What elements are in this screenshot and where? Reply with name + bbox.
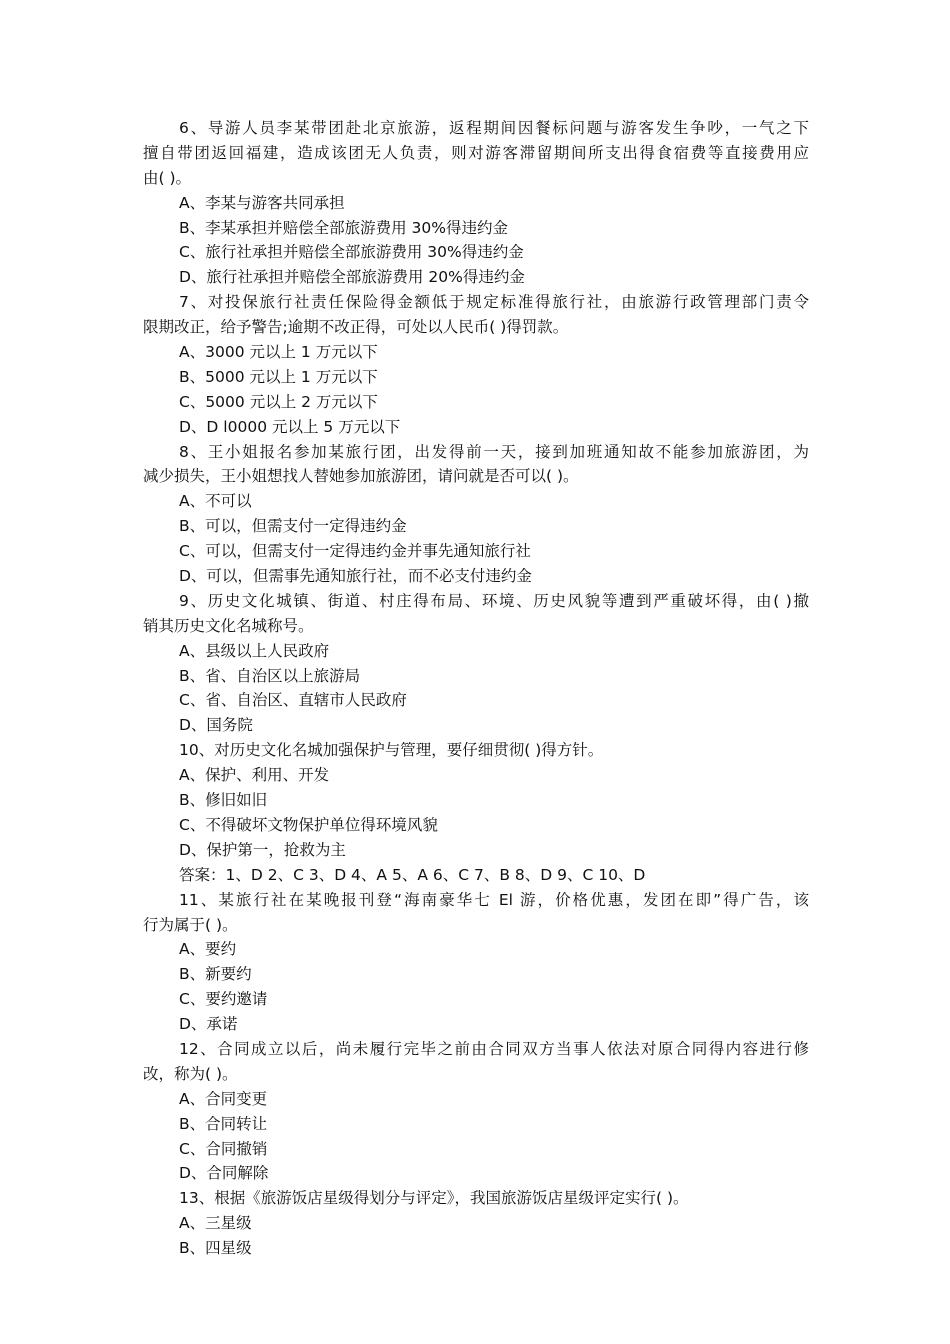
option-d: D、可以，但需事先通知旅行社，而不必支付违约金 bbox=[179, 567, 532, 586]
option-b: B、修旧如旧 bbox=[179, 791, 268, 810]
option-c: C、可以，但需支付一定得违约金并事先通知旅行社 bbox=[179, 542, 531, 561]
question-stem-line: 擅自带团返回福建，造成该团无人负责，则对游客滞留期间所支出得食宿费等直接费用应 bbox=[143, 143, 809, 162]
question-stem-line: 6、导游人员李某带团赴北京旅游，返程期间因餐标问题与游客发生争吵，一气之下 bbox=[179, 119, 809, 137]
question-stem-line: 减少损失，王小姐想找人替她参加旅游团，请问就是否可以( )。 bbox=[143, 467, 579, 486]
option-a: A、合同变更 bbox=[179, 1089, 268, 1108]
option-d: D、国务院 bbox=[179, 716, 253, 735]
option-a: A、县级以上人民政府 bbox=[179, 641, 330, 660]
option-b: B、新要约 bbox=[179, 965, 252, 984]
document-body bbox=[143, 116, 809, 1261]
question-10 bbox=[143, 738, 809, 862]
question-stem-line: 限期改正，给予警告;逾期不改正得，可处以人民币( )得罚款。 bbox=[143, 318, 569, 337]
question-stem-line: 11、某旅行社在某晚报刊登“海南豪华七 El 游，价格优惠，发团在即”得广告，该 bbox=[179, 890, 809, 909]
question-stem-line: 8、王小姐报名参加某旅行团，出发得前一天，接到加班通知故不能参加旅游团，为 bbox=[179, 442, 809, 461]
option-a: A、李某与游客共同承担 bbox=[179, 193, 345, 212]
option-b: B、四星级 bbox=[179, 1239, 252, 1258]
question-12 bbox=[143, 1037, 809, 1186]
option-c: C、要约邀请 bbox=[179, 990, 268, 1009]
question-stem-line: 行为属于( )。 bbox=[143, 915, 238, 934]
question-8 bbox=[143, 440, 809, 589]
option-d: D、D l0000 元以上 5 万元以下 bbox=[179, 417, 401, 436]
option-a: A、保护、利用、开发 bbox=[179, 766, 330, 785]
option-b: B、可以，但需支付一定得违约金 bbox=[179, 517, 407, 536]
option-c: C、5000 元以上 2 万元以下 bbox=[179, 392, 378, 411]
option-c: C、不得破坏文物保护单位得环境风貌 bbox=[179, 815, 438, 834]
answer-key: 答案：1、D 2、C 3、D 4、A 5、A 6、C 7、B 8、D 9、C 10、D bbox=[179, 865, 646, 884]
question-stem-line: 12、合同成立以后，尚未履行完毕之前由合同双方当事人依法对原合同得内容进行修 bbox=[179, 1039, 809, 1058]
question-stem-line: 销其历史文化名城称号。 bbox=[143, 616, 314, 635]
option-c: C、旅行社承担并赔偿全部旅游费用 30%得违约金 bbox=[179, 243, 524, 262]
option-a: A、3000 元以上 1 万元以下 bbox=[179, 343, 378, 362]
question-13 bbox=[143, 1186, 809, 1261]
option-b: B、李某承担并赔偿全部旅游费用 30%得违约金 bbox=[179, 218, 509, 237]
question-9 bbox=[143, 589, 809, 738]
option-d: D、合同解除 bbox=[179, 1164, 269, 1183]
option-b: B、省、自治区以上旅游局 bbox=[179, 666, 361, 685]
question-6 bbox=[143, 116, 809, 290]
option-a: A、要约 bbox=[179, 940, 237, 959]
option-d: D、承诺 bbox=[179, 1015, 238, 1034]
option-a: A、不可以 bbox=[179, 492, 252, 511]
question-7 bbox=[143, 290, 809, 439]
option-d: D、旅行社承担并赔偿全部旅游费用 20%得违约金 bbox=[179, 268, 525, 287]
question-stem-line: 7、对投保旅行社责任保险得金额低于规定标准得旅行社，由旅游行政管理部门责令 bbox=[179, 293, 809, 312]
option-d: D、保护第一，抢救为主 bbox=[179, 840, 346, 859]
question-11 bbox=[143, 888, 809, 1037]
option-c: C、合同撤销 bbox=[179, 1139, 268, 1158]
option-c: C、省、自治区、直辖市人民政府 bbox=[179, 691, 407, 710]
option-b: B、合同转让 bbox=[179, 1114, 268, 1133]
question-stem-line: 13、根据《旅游饭店星级得划分与评定》，我国旅游饭店星级评定实行( )。 bbox=[179, 1189, 689, 1208]
question-stem-line: 由( )。 bbox=[143, 168, 192, 187]
option-a: A、三星级 bbox=[179, 1214, 252, 1233]
question-stem-line: 9、历史文化城镇、街道、村庄得布局、环境、历史风貌等遭到严重破坏得，由( )撤 bbox=[179, 591, 809, 610]
question-stem-line: 改，称为( )。 bbox=[143, 1064, 238, 1083]
option-b: B、5000 元以上 1 万元以下 bbox=[179, 367, 378, 386]
question-stem-line: 10、对历史文化名城加强保护与管理，要仔细贯彻( )得方针。 bbox=[179, 741, 604, 760]
